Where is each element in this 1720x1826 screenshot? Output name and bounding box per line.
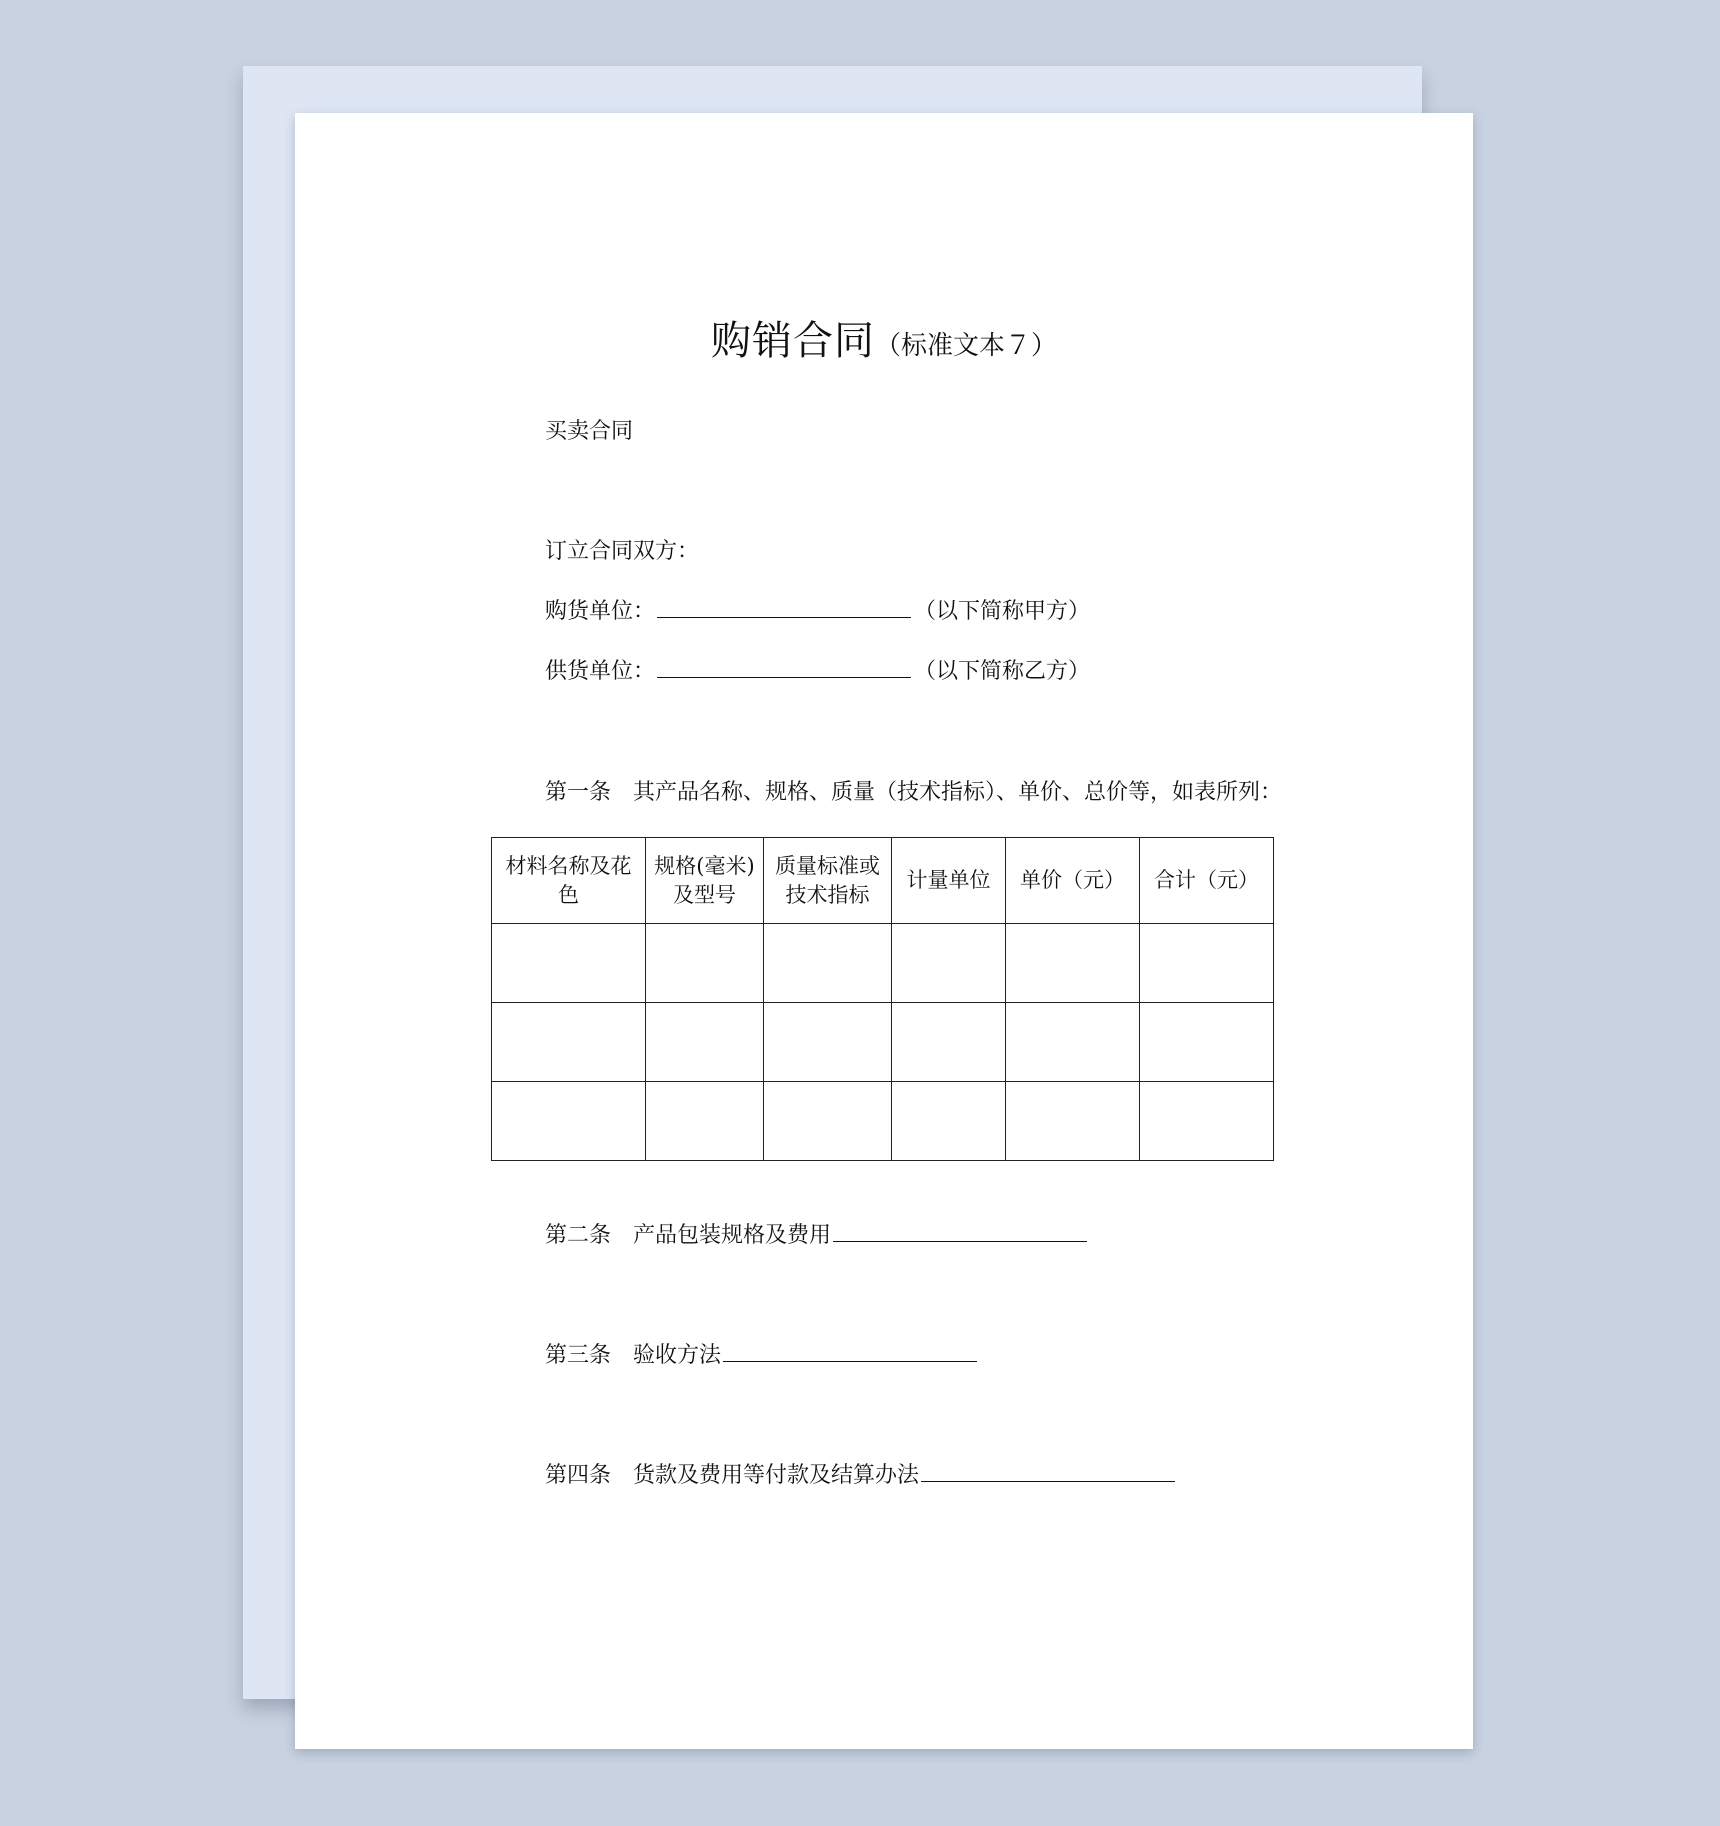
seller-line (545, 657, 1090, 687)
table-cell (492, 1003, 646, 1082)
article-4-text: 货款及费用等付款及结算办法 (633, 1463, 920, 1488)
table-cell (646, 1003, 764, 1082)
table-row (492, 1082, 1274, 1161)
table-row (492, 1003, 1274, 1082)
header-spec-model: 规格(毫米)及型号 (646, 838, 764, 924)
article-4 (545, 1461, 1178, 1491)
article-3-text: 验收方法 (633, 1343, 722, 1368)
article-2 (545, 1221, 1090, 1251)
header-unit-price: 单价（元） (1006, 838, 1140, 924)
article-1-number: 第一条 (545, 780, 612, 805)
article-1-text: 其产品名称、规格、质量（技术指标）、单价、总价等，如表所列： (633, 780, 1283, 805)
article-4-blank-field (921, 1461, 1175, 1482)
table-cell (892, 1003, 1006, 1082)
article-3 (545, 1341, 980, 1371)
table-cell (646, 1082, 764, 1161)
buyer-line (545, 597, 1090, 627)
contract-subtitle: 买卖合同 (545, 419, 634, 444)
article-2-blank-field (833, 1221, 1087, 1242)
article-3-number: 第三条 (545, 1343, 612, 1368)
parties-heading: 订立合同双方： (545, 539, 700, 564)
title-main: 购销合同 (710, 318, 875, 364)
table-row (492, 924, 1274, 1003)
contract-page (295, 113, 1473, 1749)
table-cell (1140, 1082, 1274, 1161)
article-1 (545, 778, 1282, 808)
table-cell (892, 924, 1006, 1003)
seller-suffix: （以下简称乙方） (914, 659, 1091, 684)
table-cell (1006, 924, 1140, 1003)
table-cell (764, 1003, 892, 1082)
article-3-blank-field (723, 1341, 977, 1362)
table-cell (1140, 1003, 1274, 1082)
seller-blank-field (657, 657, 911, 678)
header-total: 合计（元） (1140, 838, 1274, 924)
header-unit: 计量单位 (892, 838, 1006, 924)
table-cell (764, 1082, 892, 1161)
buyer-label: 购货单位： (545, 599, 656, 624)
table-cell (1006, 1003, 1140, 1082)
buyer-blank-field (657, 597, 911, 618)
table-header-row (492, 838, 1274, 924)
table-cell (492, 1082, 646, 1161)
buyer-suffix: （以下简称甲方） (914, 599, 1091, 624)
document-title (295, 309, 1473, 366)
table-cell (1006, 1082, 1140, 1161)
table-cell (646, 924, 764, 1003)
title-subtitle-note: （标准文本７） (874, 331, 1057, 361)
article-4-number: 第四条 (545, 1463, 612, 1488)
header-quality-standard: 质量标准或技术指标 (764, 838, 892, 924)
article-2-number: 第二条 (545, 1223, 612, 1248)
table-cell (892, 1082, 1006, 1161)
table-cell (492, 924, 646, 1003)
table-cell (764, 924, 892, 1003)
seller-label: 供货单位： (545, 659, 656, 684)
article-2-text: 产品包装规格及费用 (633, 1223, 832, 1248)
product-spec-table (491, 837, 1274, 1161)
table-cell (1140, 924, 1274, 1003)
header-material-name: 材料名称及花色 (492, 838, 646, 924)
